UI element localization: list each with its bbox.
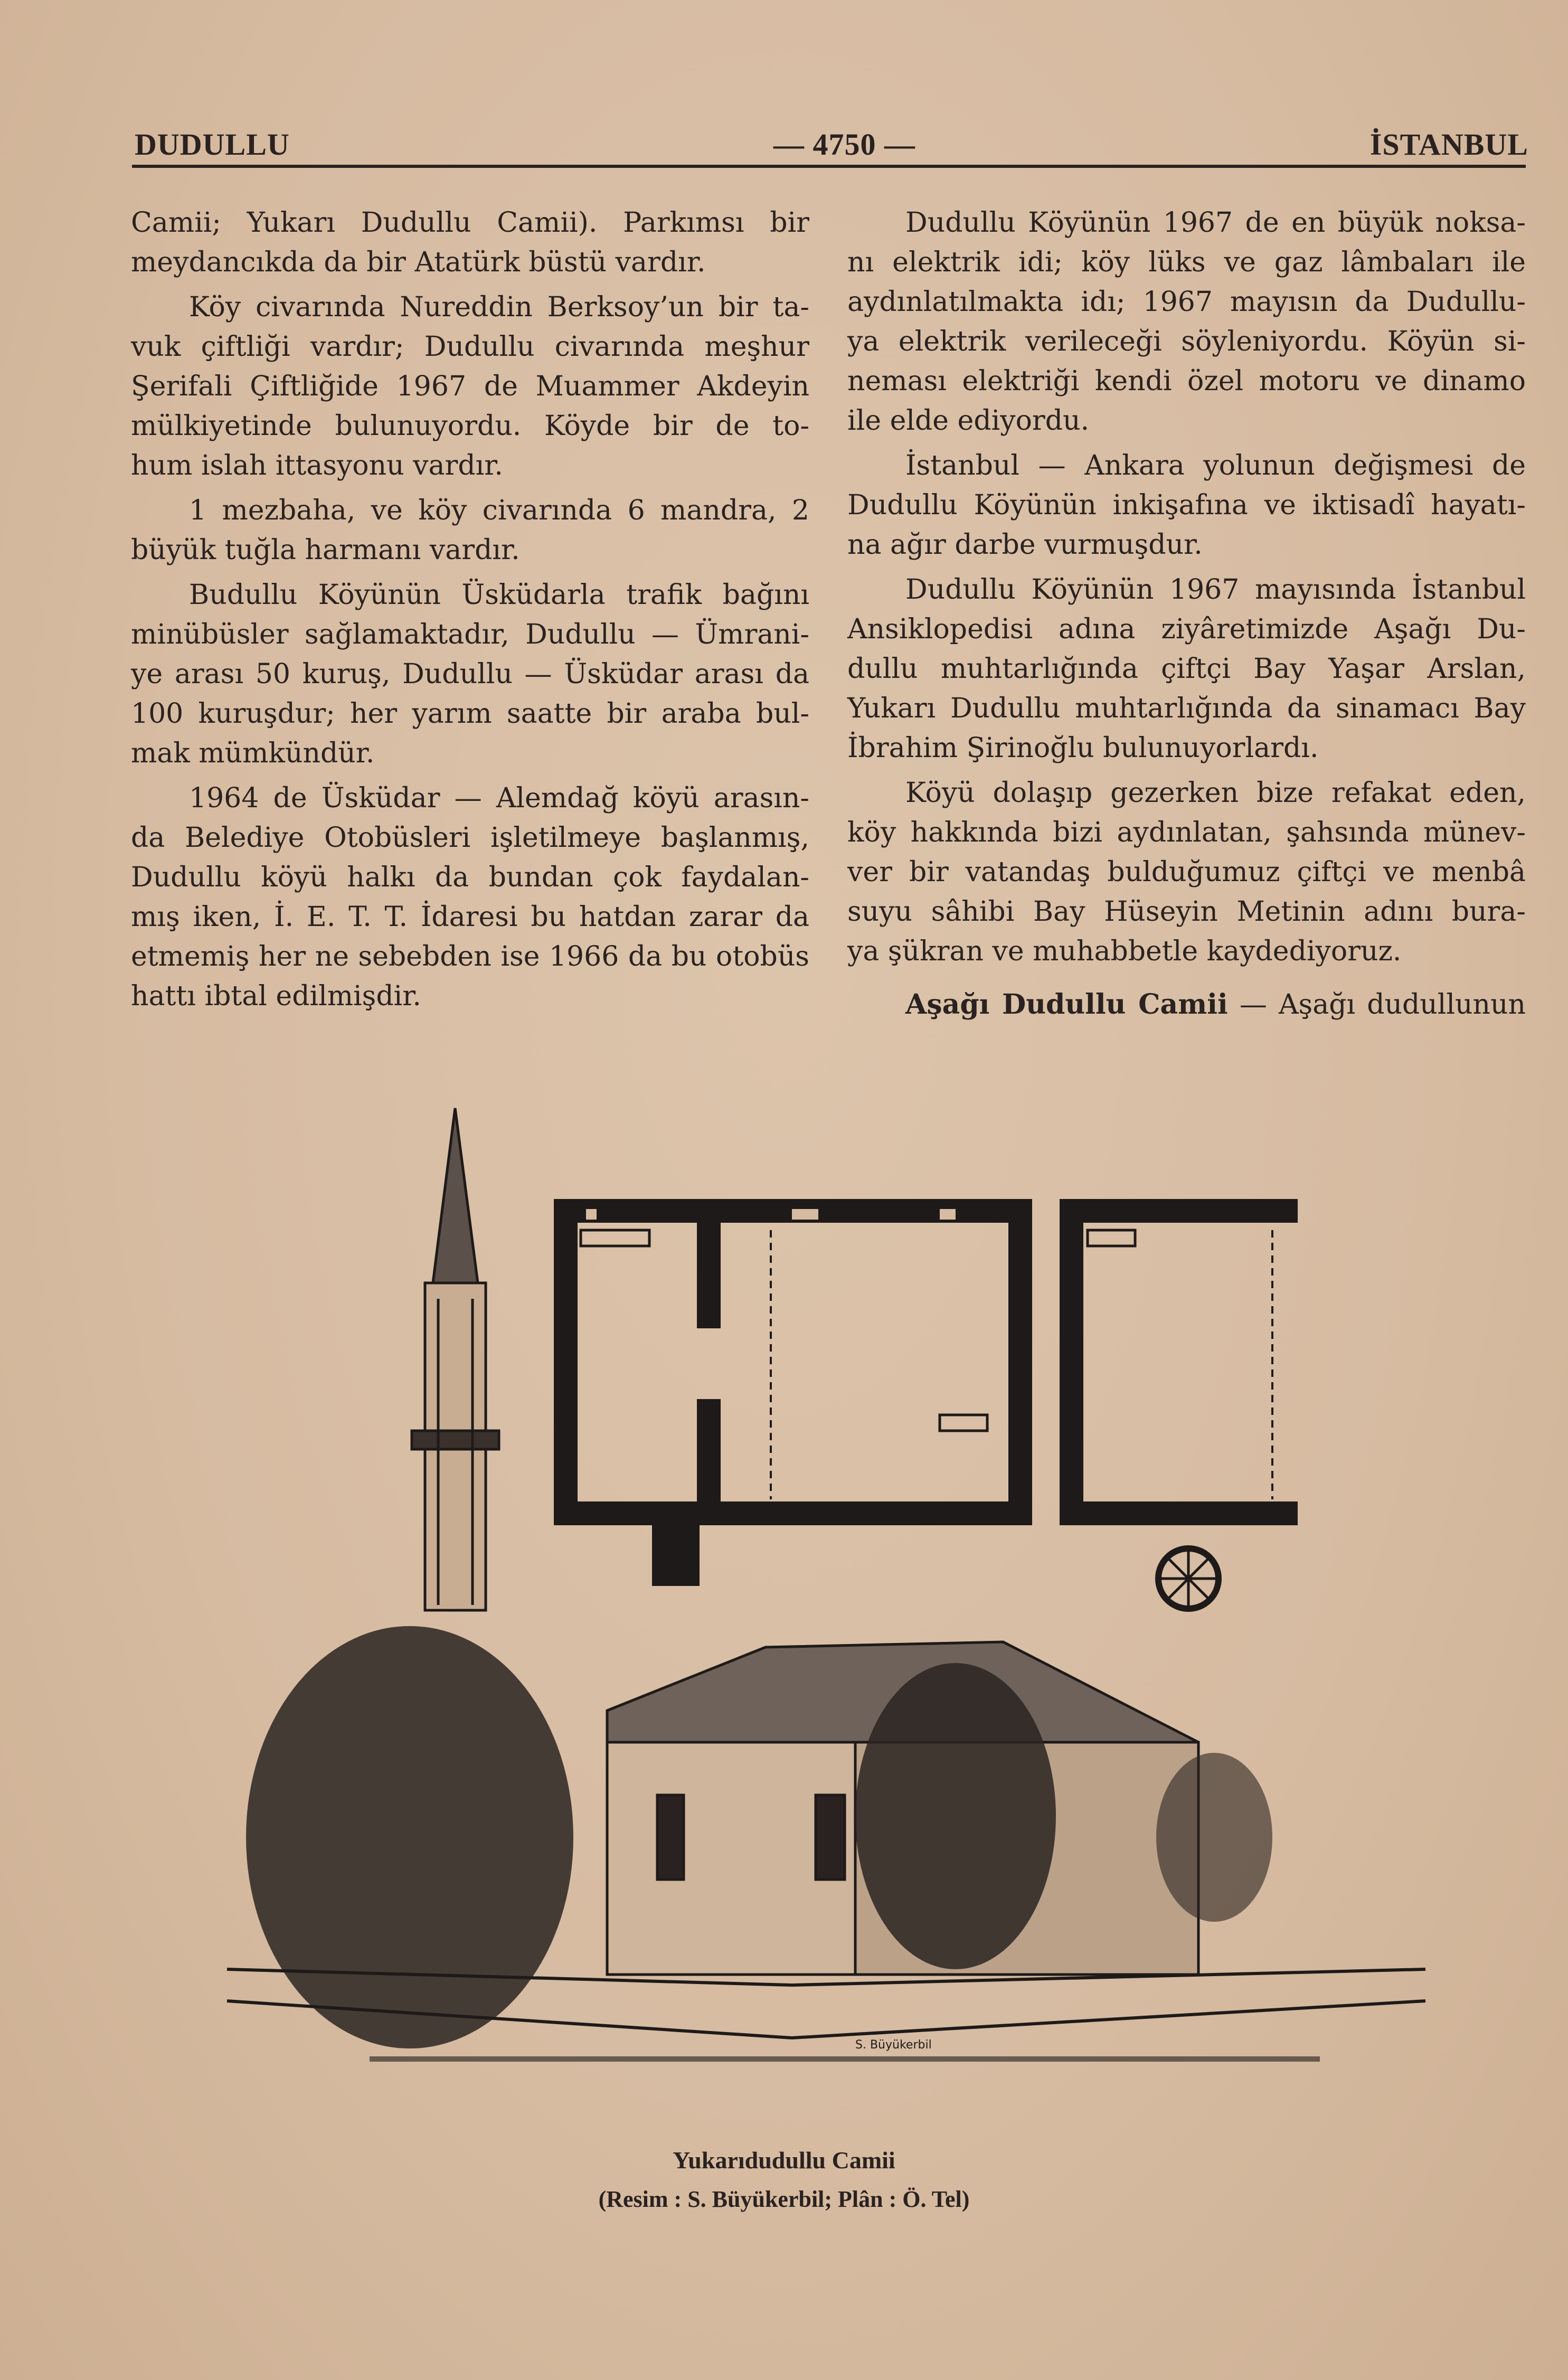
text-line: ile elde ediyordu. (847, 405, 1090, 437)
text-line: Dudullu köyü halkı da bundan çok faydalan- (131, 862, 809, 893)
text-line: mış iken, İ. E. T. T. İdaresi bu hatdan zarar da (131, 901, 809, 933)
caption-credit: (Resim : S. Büyükerbil; Plân : Ö. Tel) (598, 2186, 970, 2212)
minaret (412, 1108, 499, 1610)
text-line: mülkiyetinde bulunuyordu. Köyde bir de to- (131, 410, 809, 442)
text-line: İbrahim Şirinoğlu bulunuyorlardı. (847, 732, 1319, 764)
subhead-text: — Aşağı dudullunun (1239, 989, 1526, 1021)
text-line: nı elektrik idi; köy lüks ve gaz lâmbaları ile (847, 247, 1526, 278)
text-line: da Belediye Otobüsleri işletilmeye başlanmış, (131, 822, 809, 854)
text-line: Yukarı Dudullu muhtarlığında da sinamacı Bay (847, 693, 1526, 724)
text-line: ya elektrik verileceği söyleniyordu. Köyün si- (847, 326, 1526, 357)
text-line: dullu muhtarlığında çiftçi Bay Yaşar Arslan, (847, 653, 1526, 685)
text-line: vuk çiftliği vardır; Dudullu civarında meşhur (131, 331, 809, 363)
text-line: büyük tuğla harmanı vardır. (131, 534, 520, 566)
text-line: Camii; Yukarı Dudullu Camii). Parkımsı bir (131, 207, 809, 239)
text-line: Dudullu Köyünün inkişafına ve iktisadî hayatı- (847, 489, 1526, 521)
artist-signature: S. Büyükerbil (855, 2038, 932, 2052)
text-line: ver bir vatandaş bulduğumuz çiftçi ve menbâ (847, 856, 1526, 888)
text-line: etmemiş her ne sebebden ise 1966 da bu otobüs (131, 941, 809, 972)
page-number: — 4750 — (773, 127, 915, 162)
text-line: aydınlatılmakta idı; 1967 mayısın da Dudullu- (847, 286, 1526, 318)
text-line: suyu sâhibi Bay Hüseyin Metinin adını bura- (847, 896, 1526, 928)
text-line: neması elektriği kendi özel motoru ve dinamo (847, 365, 1526, 397)
running-header-left: DUDULLU (135, 127, 290, 162)
text-line: İstanbul — Ankara yolunun değişmesi de (905, 450, 1526, 481)
text-line: 1964 de Üsküdar — Alemdağ köyü arasın- (189, 782, 809, 814)
floor-plan (554, 1199, 1298, 1609)
text-line: Dudullu Köyünün 1967 de en büyük noksa- (905, 207, 1526, 239)
running-header-right: İSTANBUL (1369, 127, 1528, 162)
text-line: hum islah ittasyonu vardır. (131, 450, 503, 481)
text-line: ya şükran ve muhabbetle kaydediyoruz. (847, 936, 1402, 967)
text-line: Budullu Köyünün Üsküdarla trafik bağını (189, 579, 809, 611)
caption-title: Yukarıdudullu Camii (673, 2147, 895, 2174)
text-line: minübüsler sağlamaktadır, Dudullu — Ümrani- (131, 619, 809, 650)
text-line: Dudullu Köyünün 1967 mayısında İstanbul (905, 574, 1526, 606)
text-line: Ansiklopedisi adına ziyâretimizde Aşağı Du- (847, 613, 1526, 645)
text-line: köy hakkında bizi aydınlatan, şahsında münev- (847, 817, 1526, 848)
text-line: meydancıkda da bir Atatürk büstü vardır. (131, 247, 706, 278)
text-line: na ağır darbe vurmuşdur. (847, 529, 1203, 561)
subhead-title: Aşağı Dudullu Camii (905, 988, 1228, 1021)
text-line: hattı ibtal edilmişdir. (131, 980, 421, 1012)
text-line: 1 mezbaha, ve köy civarında 6 mandra, 2 (189, 495, 809, 526)
text-line: Köy civarında Nureddin Berksoy’un bir ta- (189, 291, 809, 323)
text-line: Şerifali Çiftliğide 1967 de Muammer Akdeyin (131, 371, 809, 402)
text-line: Köyü dolaşıp gezerken bize refakat eden, (905, 777, 1526, 809)
text-line: ye arası 50 kuruş, Dudullu — Üsküdar arası da (131, 658, 809, 690)
text-line: 100 kuruşdur; her yarım saatte bir araba bul- (131, 698, 809, 730)
text-line: mak mümkündür. (131, 738, 375, 769)
